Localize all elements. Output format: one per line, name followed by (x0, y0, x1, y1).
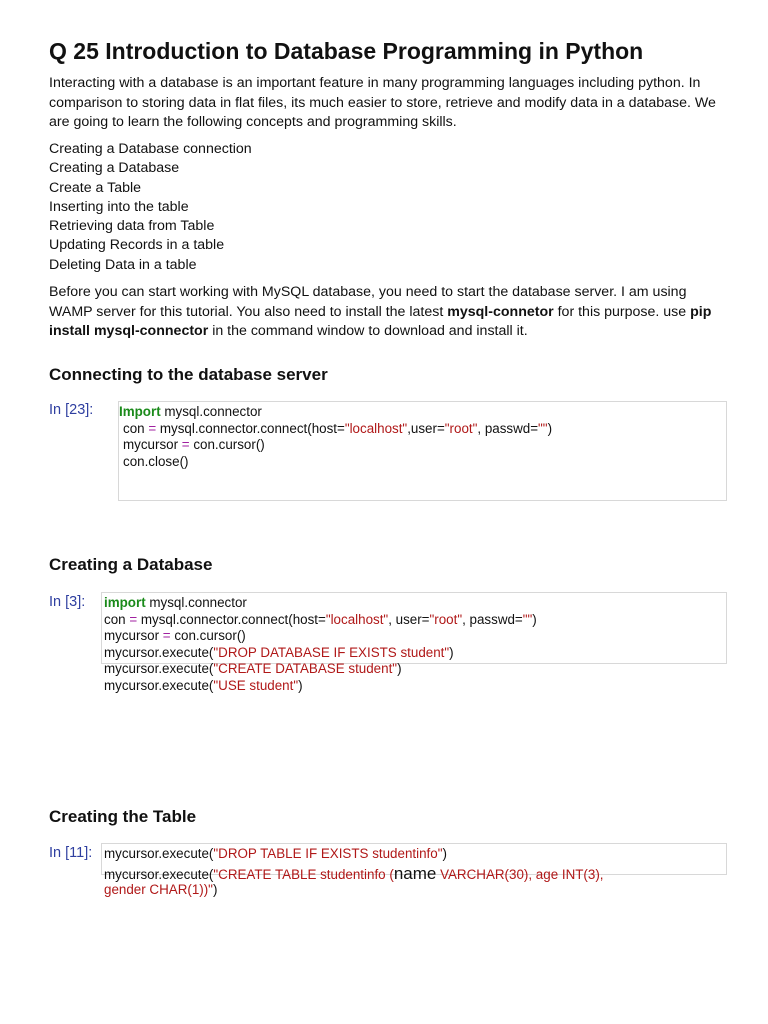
list-item: Inserting into the table (49, 198, 189, 215)
code-block-create-db (104, 595, 537, 694)
install-command: pip install mysql-connector (49, 303, 712, 340)
code-line: mycursor.execute("DROP DATABASE IF EXISTS student") (104, 644, 454, 660)
setup-paragraph (49, 283, 721, 342)
setup-text: in the command window to download and install it. (208, 323, 528, 340)
code-block-connect (119, 404, 552, 470)
intro-paragraph: Interacting with a database is an important feature in many programming languages including python. In comparison to storing data in flat files, its much easier to store, retrieve and modify data in a database. We are going to learn the following concepts and programming skills. (49, 75, 716, 131)
section-heading-create-table: Creating the Table (49, 807, 197, 826)
list-item: Retrieving data from Table (49, 218, 215, 235)
list-item: Create a Table (49, 179, 142, 196)
list-item: Creating a Database (49, 160, 180, 177)
code-line: con = mysql.connector.connect(host="localhost",user="root", passwd="") (123, 420, 553, 436)
cell-prompt: In [3]: (49, 594, 86, 610)
code-block-create-table (104, 846, 604, 899)
cell-prompt: In [23]: (49, 402, 94, 418)
code-line: Import mysql.connector (119, 404, 262, 419)
code-line: mycursor = con.cursor() (123, 437, 265, 452)
code-line: mycursor.execute("CREATE TABLE studentinfo (name VARCHAR(30), age INT(3), (104, 863, 604, 883)
setup-text: Before you can start working with MySQL database, you need to start the database server. I am using WAMP server for this tutorial. You also need to install the latest (49, 284, 687, 320)
section-heading-connect: Connecting to the database server (49, 365, 328, 384)
code-line: gender CHAR(1))") (104, 882, 218, 897)
package-name: mysql-connetor (447, 303, 554, 320)
code-line: con = mysql.connector.connect(host="localhost", user="root", passwd="") (104, 611, 537, 627)
setup-text: for this purpose. use (553, 303, 691, 320)
code-line: mycursor = con.cursor() (104, 628, 246, 643)
list-item: Updating Records in a table (49, 237, 225, 254)
code-line: con.close() (123, 453, 189, 469)
page-title: Q 25 Introduction to Database Programming in Python (49, 38, 644, 64)
concepts-list (49, 140, 252, 275)
section-heading-create-db: Creating a Database (49, 555, 213, 574)
code-line: mycursor.execute("USE student") (104, 677, 303, 693)
code-line: mycursor.execute("CREATE DATABASE student") (104, 661, 402, 676)
list-item: Creating a Database connection (49, 141, 252, 157)
code-line: import mysql.connector (104, 595, 247, 610)
code-line: mycursor.execute("DROP TABLE IF EXISTS studentinfo") (104, 846, 447, 861)
cell-prompt: In [11]: (49, 845, 93, 861)
list-item: Deleting Data in a table (49, 256, 197, 273)
